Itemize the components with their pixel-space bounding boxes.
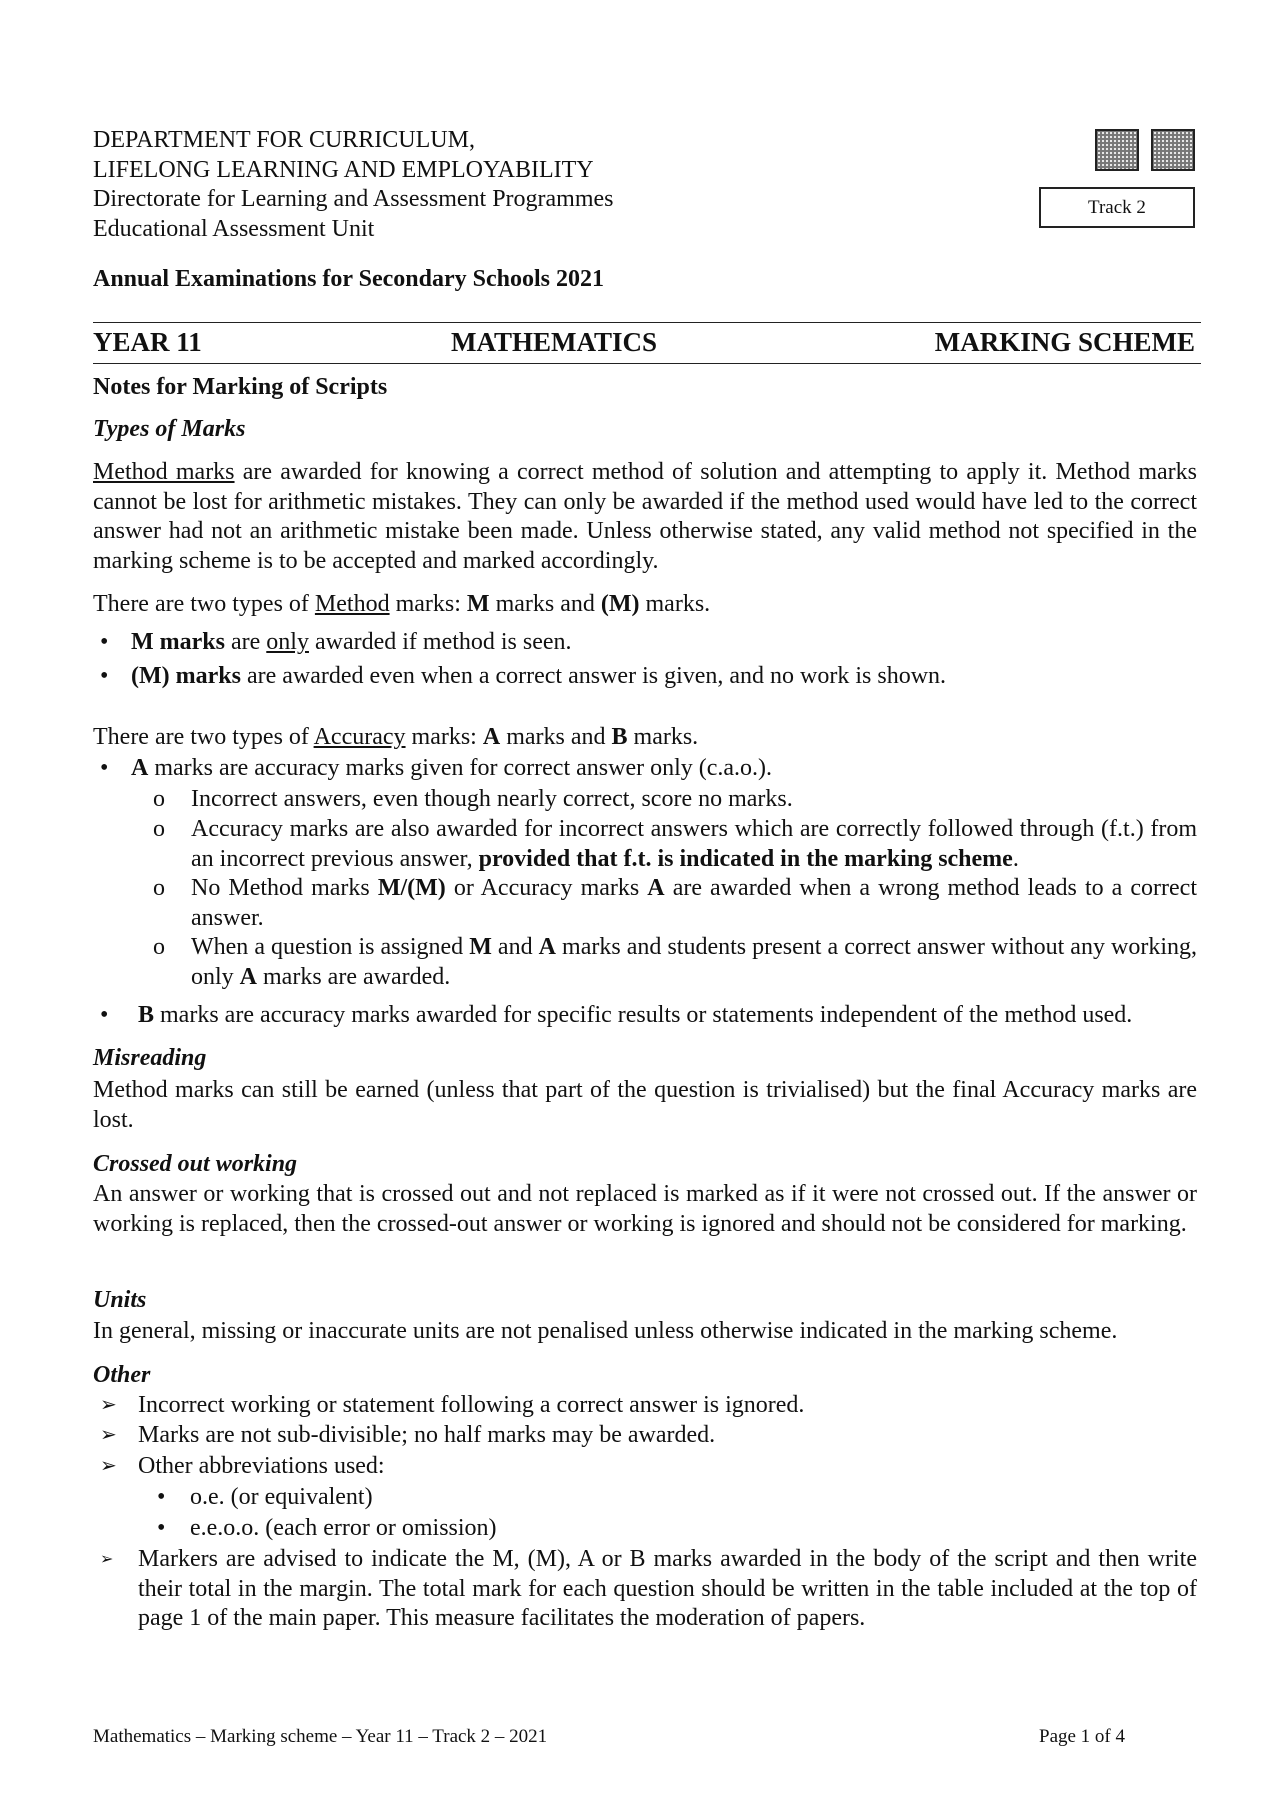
bullet-icon: • — [157, 1515, 166, 1541]
text-run: When a question is assigned — [191, 934, 470, 960]
text-run: B — [611, 724, 628, 750]
text-run: There are two types of — [93, 724, 314, 750]
barcode-square-icon — [1095, 129, 1139, 171]
text-run: awarded if method is seen. — [308, 629, 572, 655]
divider — [93, 363, 1201, 364]
text-run: M marks — [131, 629, 225, 655]
list-item: Other abbreviations used: — [138, 1453, 385, 1479]
text-run: are — [224, 629, 267, 655]
circle-bullet-icon: o — [153, 786, 165, 812]
list-item: o.e. (or equivalent) — [190, 1484, 373, 1510]
text-run: Incorrect answers, even though nearly correct, score no marks. — [191, 786, 793, 812]
bullet-icon: • — [157, 1484, 166, 1510]
misreading-text: Method marks can still be earned (unless that part of the question is trivialised) but the final Accuracy marks are lost. — [93, 1077, 1197, 1133]
text-run: marks. — [627, 724, 699, 750]
year-label: YEAR 11 — [93, 327, 202, 357]
list-item — [131, 628, 572, 658]
list-item — [191, 874, 1197, 933]
text-run: A — [647, 875, 665, 901]
circle-bullet-icon: o — [153, 934, 165, 960]
text-run: There are two types of — [93, 591, 315, 617]
arrow-bullet-icon: ➢ — [100, 1455, 117, 1477]
list-item: Marks are not sub-divisible; no half marks may be awarded. — [138, 1422, 716, 1448]
bullet-icon: • — [100, 755, 109, 781]
text-run: marks and — [489, 591, 601, 617]
text-run: Accuracy marks are also awarded for incorrect answers which are correctly followed through (f.t.) from an incorrect previous answer, — [191, 816, 1197, 872]
text-run: . — [1012, 845, 1019, 872]
units-heading: Units — [93, 1287, 147, 1313]
text-run: M — [469, 934, 492, 960]
misreading-heading: Misreading — [93, 1045, 207, 1071]
other-heading: Other — [93, 1362, 151, 1388]
text-run: marks are awarded. — [257, 963, 451, 990]
text-run: marks and — [500, 724, 612, 750]
circle-bullet-icon: o — [153, 875, 165, 901]
org-line: Directorate for Learning and Assessment Programmes — [93, 186, 614, 213]
list-item — [131, 662, 946, 692]
subject-label: MATHEMATICS — [451, 327, 658, 357]
list-item — [138, 1001, 1132, 1031]
list-item — [191, 785, 1197, 815]
list-item: Markers are advised to indicate the M, (M), A or B marks awarded in the body of the script and then write their total in the margin. The total mark for each question should be written in the table included at the top of page 1 of the main paper. This measure facilitates the moderation of papers. — [138, 1546, 1197, 1632]
org-line: Educational Assessment Unit — [93, 215, 375, 242]
arrow-bullet-icon: ➢ — [100, 1551, 114, 1568]
text-run: M — [466, 591, 490, 617]
divider — [93, 322, 1201, 323]
text-run: No Method marks — [191, 875, 378, 901]
arrow-bullet-icon: ➢ — [100, 1394, 117, 1416]
bullet-icon: • — [100, 663, 109, 689]
method-types — [93, 590, 1197, 620]
crossed-heading: Crossed out working — [93, 1151, 298, 1177]
text-run: B — [138, 1002, 155, 1028]
text-run: marks: — [405, 724, 483, 750]
notes-title: Notes for Marking of Scripts — [93, 374, 388, 400]
list-item — [191, 933, 1197, 992]
exam-title: Annual Examinations for Secondary Schools 2021 — [93, 266, 604, 292]
text-run: marks are accuracy marks given for correct answer only (c.a.o.). — [148, 755, 773, 781]
barcode-square-icon — [1151, 129, 1195, 171]
text-run: or Accuracy marks — [445, 875, 648, 901]
text-run: A — [538, 934, 556, 960]
text-run: only — [266, 629, 309, 655]
units-text: In general, missing or inaccurate units are not penalised unless otherwise indicated in the marking scheme. — [93, 1318, 1118, 1344]
org-line: DEPARTMENT FOR CURRICULUM, — [93, 127, 475, 153]
text-run: Method marks — [93, 459, 235, 485]
bullet-icon: • — [100, 629, 109, 655]
text-run: (M) — [600, 591, 640, 617]
text-run: are awarded for knowing a correct method of solution and attempting to apply it. Method marks cannot be lost for arithmetic mistakes. They can only be awarded if the method used would have led to the correct answer had not an arithmetic mistake been made. Unless otherwise stated, any valid method not specified in the marking scheme is to be accepted and marked accordingly. — [93, 459, 1197, 574]
list-item: e.e.o.o. (each error or omission) — [190, 1515, 497, 1541]
document-type: MARKING SCHEME — [934, 327, 1195, 357]
text-run: (M) marks — [131, 663, 241, 689]
list-item — [131, 754, 772, 784]
types-heading: Types of Marks — [93, 416, 246, 442]
org-header — [93, 126, 1197, 244]
arrow-bullet-icon: ➢ — [100, 1424, 117, 1446]
method-paragraph — [93, 458, 1197, 576]
org-line: LIFELONG LEARNING AND EMPLOYABILITY — [93, 156, 594, 183]
text-run: M/(M) — [377, 875, 446, 901]
text-run: Method — [314, 591, 390, 617]
circle-bullet-icon: o — [153, 816, 165, 842]
text-run: marks. — [639, 591, 711, 617]
text-run: provided that f.t. is indicated in the marking scheme — [478, 845, 1013, 872]
text-run: are awarded when a wrong method leads to a correct answer. — [191, 875, 1197, 931]
text-run: A — [239, 963, 258, 990]
text-run: marks are accuracy marks awarded for specific results or statements independent of the method used. — [154, 1002, 1133, 1028]
accuracy-types — [93, 723, 1197, 753]
footer-title: Mathematics – Marking scheme – Year 11 – Track 2 – 2021 — [93, 1726, 548, 1747]
track-box: Track 2 — [1039, 187, 1195, 228]
list-item — [191, 815, 1197, 874]
bullet-icon: • — [100, 1002, 109, 1028]
list-item: Incorrect working or statement following a correct answer is ignored. — [138, 1392, 805, 1418]
page-number: Page 1 of 4 — [1039, 1726, 1126, 1747]
text-run: marks: — [389, 591, 467, 617]
text-run: A — [482, 724, 501, 750]
text-run: marks and students present a correct answer without any working, only — [191, 934, 1197, 990]
text-run: and — [491, 934, 539, 960]
text-run: A — [131, 755, 149, 781]
crossed-text: An answer or working that is crossed out and not replaced is marked as if it were not crossed out. If the answer or working is replaced, then the crossed-out answer or working is ignored and should not be considered for marking. — [93, 1181, 1197, 1237]
text-run: Accuracy — [313, 724, 406, 750]
text-run: are awarded even when a correct answer is given, and no work is shown. — [240, 663, 947, 689]
